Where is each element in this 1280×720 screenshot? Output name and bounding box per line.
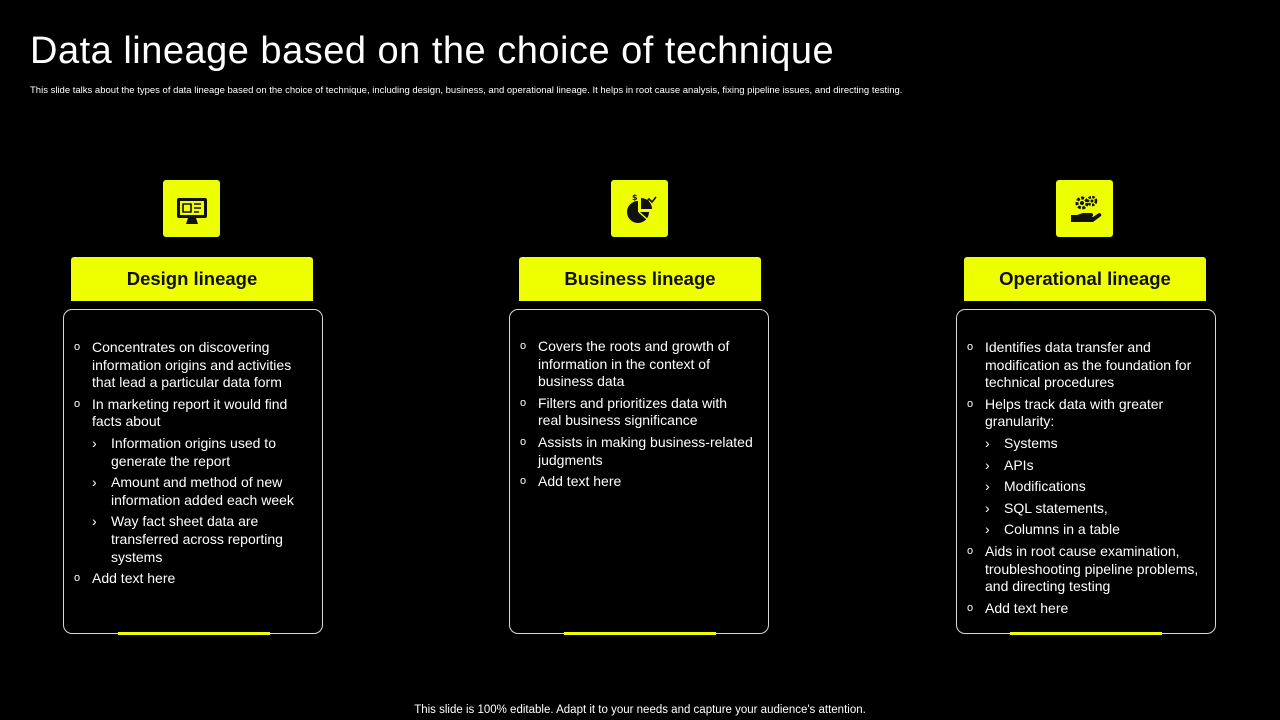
list-item: o Helps track data with greater granularity: › Systems › APIs › Modifications › SQL statements, › Columns in a table — [967, 396, 1201, 539]
list-item: o Filters and prioritizes data with real business significance — [520, 395, 754, 430]
sub-list-item: › Columns in a table — [985, 521, 1201, 539]
icon-box-design — [163, 180, 220, 237]
sub-list-item: › Systems — [985, 435, 1201, 453]
list-item: o Add text here — [74, 570, 308, 588]
heading-design-lineage: Design lineage — [71, 257, 313, 301]
sub-list-item: › Modifications — [985, 478, 1201, 496]
list-item: o Identifies data transfer and modification as the foundation for technical procedures — [967, 339, 1201, 392]
hand-gears-icon — [1067, 191, 1103, 227]
slide-footer: This slide is 100% editable. Adapt it to your needs and capture your audience's attention. — [414, 704, 866, 716]
icon-box-operational — [1056, 180, 1113, 237]
slide-title: Data lineage based on the choice of technique — [30, 30, 835, 72]
accent-bar — [118, 632, 270, 635]
heading-operational-lineage: Operational lineage — [964, 257, 1206, 301]
heading-business-lineage: Business lineage — [519, 257, 761, 301]
accent-bar — [564, 632, 716, 635]
sub-list-item: › Information origins used to generate the report — [92, 435, 308, 470]
column-business-lineage — [509, 0, 771, 720]
list-item: o Add text here — [967, 600, 1201, 618]
list-item: o Add text here — [520, 473, 754, 491]
svg-text:$: $ — [631, 192, 638, 202]
card-business-lineage — [509, 309, 769, 634]
sub-list-item: › APIs — [985, 457, 1201, 475]
list-item: o Aids in root cause examination, troubleshooting pipeline problems, and directing testing — [967, 543, 1201, 596]
card-design-lineage — [63, 309, 323, 634]
column-design-lineage — [63, 0, 325, 720]
column-operational-lineage — [956, 0, 1218, 720]
list-item: o Concentrates on discovering information origins and activities that lead a particular data form — [74, 339, 308, 392]
sub-list-item: › Way fact sheet data are transferred across reporting systems — [92, 513, 308, 566]
pie-chart-dollar-icon — [622, 191, 658, 227]
blueprint-icon — [174, 191, 210, 227]
slide-subtitle: This slide talks about the types of data lineage based on the choice of technique, including design, business, and operational lineage. It helps in root cause analysis, fixing pipeline issues, and directing testing. — [30, 85, 903, 96]
list-item: o Assists in making business-related judgments — [520, 434, 754, 469]
list-item: o Covers the roots and growth of information in the context of business data — [520, 338, 754, 391]
accent-bar — [1010, 632, 1162, 635]
sub-list-item: › SQL statements, — [985, 500, 1201, 518]
list-item: o In marketing report it would find facts about › Information origins used to generate the report › Amount and method of new information added each week › Way fact sheet data are transferred across reporting systems — [74, 396, 308, 566]
icon-box-business — [611, 180, 668, 237]
card-operational-lineage — [956, 309, 1216, 634]
sub-list-item: › Amount and method of new information added each week — [92, 474, 308, 509]
